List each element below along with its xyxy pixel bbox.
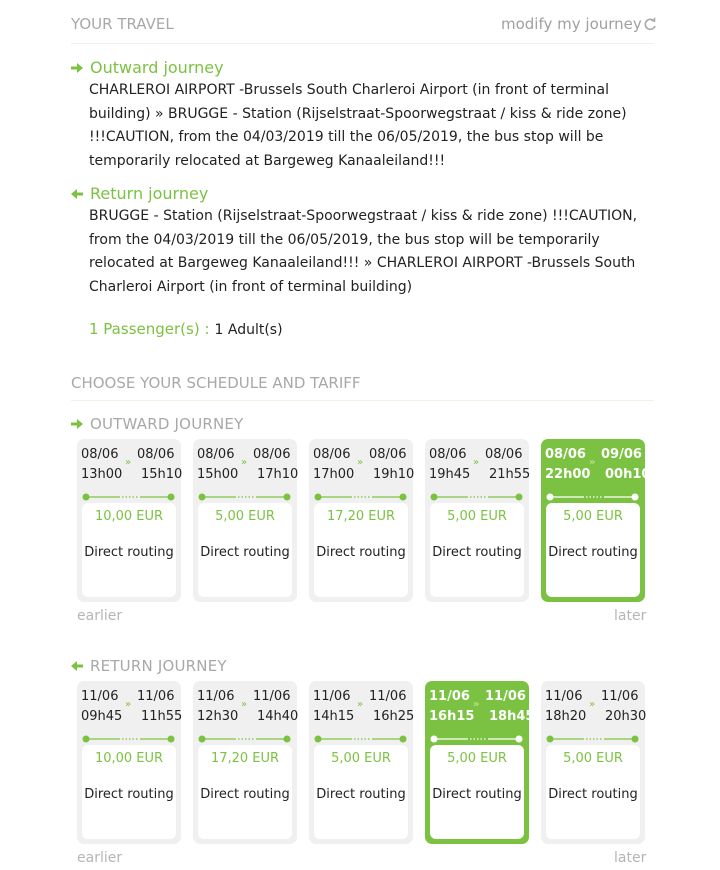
return-schedule-option[interactable] xyxy=(193,681,297,844)
return-journey-description xyxy=(89,205,649,299)
outward-journey-label: Outward journey xyxy=(90,58,224,77)
return-line: from the 04/03/2019 till the 06/05/2019, the bus stop will be temporarily xyxy=(89,231,600,248)
arrival-time: 20h30 xyxy=(605,709,647,724)
departure-date: 11/06 xyxy=(313,689,351,704)
departure-time: 14h15 xyxy=(313,709,355,724)
departure-date: 08/06 xyxy=(197,447,235,462)
arrow-right-icon xyxy=(71,63,83,73)
departure-time: 17h00 xyxy=(313,467,355,482)
route-track-icon xyxy=(82,491,176,503)
refresh-icon xyxy=(643,16,657,32)
arrow-right-icon xyxy=(71,419,83,429)
tariff-price: 5,00 EUR xyxy=(447,751,507,766)
route-track-icon xyxy=(546,491,640,503)
outward-line: CHARLEROI AIRPORT -Brussels South Charleroi Airport (in front of terminal xyxy=(89,82,610,98)
tariff-panel xyxy=(546,503,640,597)
tariff-price: 5,00 EUR xyxy=(447,509,507,524)
tariff-panel xyxy=(430,503,524,597)
departure-time: 12h30 xyxy=(197,709,239,724)
outward-later-link[interactable]: later xyxy=(614,608,647,624)
departure-time: 15h00 xyxy=(197,467,239,482)
arrival-time: 16h25 xyxy=(373,709,415,724)
departure-time: 09h45 xyxy=(81,709,123,724)
arrival-date: 09/06 xyxy=(601,447,642,462)
arrival-date: 08/06 xyxy=(369,447,407,462)
divider xyxy=(71,43,654,44)
tariff-price: 10,00 EUR xyxy=(94,509,164,524)
routing-label: Direct routing xyxy=(200,545,290,560)
route-track-icon xyxy=(430,733,524,745)
tariff-panel xyxy=(430,745,524,839)
chevron-right-icon: » xyxy=(473,457,480,468)
tariff-price: 17,20 EUR xyxy=(210,751,280,766)
arrival-time: 19h10 xyxy=(373,467,415,482)
return-schedule-option[interactable] xyxy=(425,681,535,844)
arrival-time: 14h40 xyxy=(257,709,299,724)
passengers-summary xyxy=(89,320,283,338)
departure-date: 11/06 xyxy=(545,689,583,704)
outward-schedule-option[interactable] xyxy=(309,439,413,602)
route-track-icon xyxy=(198,733,292,745)
arrival-time: 00h10 xyxy=(605,467,651,482)
arrival-time: 11h55 xyxy=(141,709,183,724)
return-journey-heading xyxy=(71,184,208,203)
tariff-price: 5,00 EUR xyxy=(563,751,623,766)
routing-label: Direct routing xyxy=(84,545,174,560)
outward-schedule-heading xyxy=(71,415,243,433)
return-journey-label: Return journey xyxy=(90,184,209,203)
route-track-icon xyxy=(314,733,408,745)
arrival-date: 11/06 xyxy=(485,689,526,704)
outward-schedule-option[interactable] xyxy=(541,439,651,602)
departure-date: 11/06 xyxy=(197,689,235,704)
divider xyxy=(71,400,654,401)
passengers-value: 1 Adult(s) xyxy=(214,322,283,338)
routing-label: Direct routing xyxy=(316,787,406,802)
arrival-time: 21h55 xyxy=(489,467,531,482)
arrival-date: 11/06 xyxy=(137,689,175,704)
departure-date: 08/06 xyxy=(429,447,467,462)
chevron-right-icon: » xyxy=(473,699,480,710)
chevron-right-icon: » xyxy=(589,457,596,468)
arrow-left-icon xyxy=(71,661,83,671)
tariff-panel xyxy=(314,503,408,597)
chevron-right-icon: » xyxy=(241,457,248,468)
return-later-link[interactable]: later xyxy=(614,850,647,866)
outward-line: building) » BRUGGE - Station (Rijselstraat-Spoorwegstraat / kiss & ride zone) xyxy=(89,105,627,122)
tariff-panel xyxy=(198,503,292,597)
routing-label: Direct routing xyxy=(200,787,290,802)
arrival-date: 08/06 xyxy=(485,447,523,462)
outward-schedule-option[interactable] xyxy=(193,439,297,602)
departure-time: 13h00 xyxy=(81,467,123,482)
outward-earlier-link[interactable]: earlier xyxy=(77,608,123,624)
routing-label: Direct routing xyxy=(548,545,638,560)
tariff-panel xyxy=(198,745,292,839)
tariff-panel xyxy=(82,745,176,839)
outward-schedule-label: OUTWARD JOURNEY xyxy=(90,415,244,433)
departure-time: 16h15 xyxy=(429,709,475,724)
departure-date: 11/06 xyxy=(429,689,470,704)
tariff-price: 5,00 EUR xyxy=(563,509,623,524)
outward-line: !!!CAUTION, from the 04/03/2019 till the 06/05/2019, the bus stop will be xyxy=(89,129,604,145)
chevron-right-icon: » xyxy=(125,699,132,710)
tariff-price: 10,00 EUR xyxy=(94,751,164,766)
return-schedule-option[interactable] xyxy=(541,681,645,844)
chevron-right-icon: » xyxy=(589,699,596,710)
return-schedule-option[interactable] xyxy=(309,681,413,844)
tariff-panel xyxy=(82,503,176,597)
chevron-right-icon: » xyxy=(357,457,364,468)
tariff-panel xyxy=(314,745,408,839)
departure-date: 08/06 xyxy=(545,447,586,462)
arrow-left-icon xyxy=(71,189,83,199)
routing-label: Direct routing xyxy=(432,545,522,560)
routing-label: Direct routing xyxy=(316,545,406,560)
departure-date: 08/06 xyxy=(313,447,351,462)
schedule-title: CHOOSE YOUR SCHEDULE AND TARIFF xyxy=(71,374,361,392)
route-track-icon xyxy=(198,491,292,503)
modify-journey-label: modify my journey xyxy=(501,15,642,33)
return-line: Charleroi Airport (in front of terminal building) xyxy=(89,278,413,295)
tariff-price: 5,00 EUR xyxy=(331,751,391,766)
departure-time: 19h45 xyxy=(429,467,471,482)
passengers-label: 1 Passenger(s) : xyxy=(89,320,210,338)
departure-date: 11/06 xyxy=(81,689,119,704)
outward-line: temporarily relocated at Bargeweg Kanaaleiland!!! xyxy=(89,152,446,169)
return-schedule-label: RETURN JOURNEY xyxy=(90,657,227,675)
routing-label: Direct routing xyxy=(432,787,522,802)
route-track-icon xyxy=(82,733,176,745)
routing-label: Direct routing xyxy=(84,787,174,802)
routing-label: Direct routing xyxy=(548,787,638,802)
tariff-price: 17,20 EUR xyxy=(326,509,396,524)
route-track-icon xyxy=(314,491,408,503)
arrival-date: 11/06 xyxy=(253,689,291,704)
return-schedule-option[interactable] xyxy=(77,681,181,844)
tariff-price: 5,00 EUR xyxy=(215,509,275,524)
route-track-icon xyxy=(546,733,640,745)
departure-date: 08/06 xyxy=(81,447,119,462)
chevron-right-icon: » xyxy=(241,699,248,710)
outward-journey-description xyxy=(89,79,649,173)
tariff-panel xyxy=(546,745,640,839)
return-schedule-heading xyxy=(71,657,227,675)
arrival-time: 15h10 xyxy=(141,467,183,482)
arrival-date: 08/06 xyxy=(137,447,175,462)
return-earlier-link[interactable]: earlier xyxy=(77,850,123,866)
chevron-right-icon: » xyxy=(125,457,132,468)
arrival-date: 08/06 xyxy=(253,447,291,462)
outward-schedule-option[interactable] xyxy=(425,439,529,602)
departure-time: 22h00 xyxy=(545,467,591,482)
departure-time: 18h20 xyxy=(545,709,587,724)
outward-schedule-option[interactable] xyxy=(77,439,181,602)
outward-journey-heading xyxy=(71,58,224,77)
route-track-icon xyxy=(430,491,524,503)
your-travel-title: YOUR TRAVEL xyxy=(71,15,174,33)
arrival-time: 18h45 xyxy=(489,709,535,724)
chevron-right-icon: » xyxy=(357,699,364,710)
return-line: relocated at Bargeweg Kanaaleiland!!! » CHARLEROI AIRPORT -Brussels South xyxy=(89,255,636,271)
return-line: BRUGGE - Station (Rijselstraat-Spoorwegstraat / kiss & ride zone) !!!CAUTION, xyxy=(89,208,638,224)
arrival-date: 11/06 xyxy=(369,689,407,704)
arrival-date: 11/06 xyxy=(601,689,639,704)
modify-journey-link[interactable] xyxy=(501,15,657,33)
arrival-time: 17h10 xyxy=(257,467,299,482)
